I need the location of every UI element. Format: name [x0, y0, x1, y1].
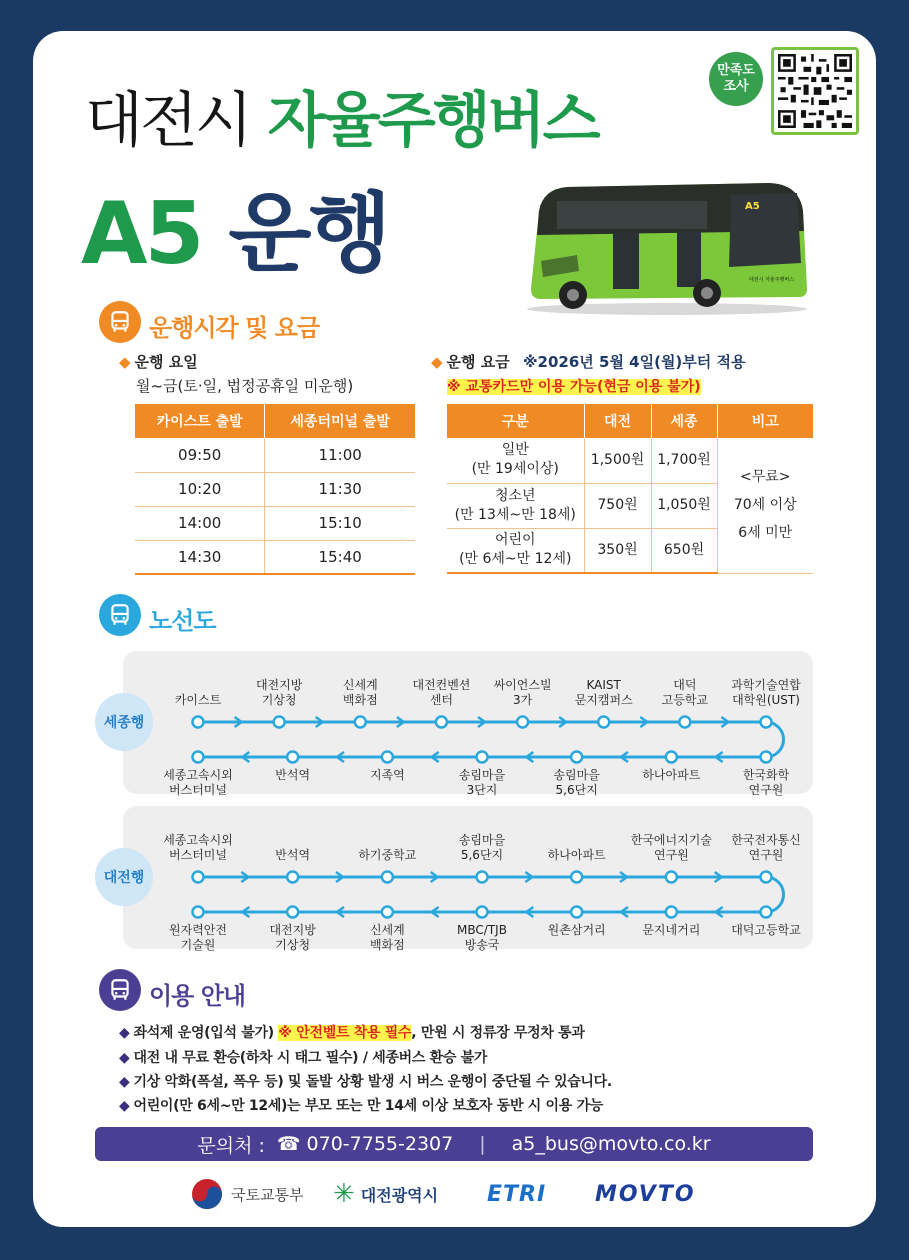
fare-sejong: 650원	[651, 528, 717, 573]
survey-badge-line2: 조사	[723, 79, 749, 94]
route-badge-sejong: 세종행	[95, 693, 153, 751]
stop-label: 신세계 백화점	[369, 923, 405, 952]
stop-label: 한국화학 연구원	[742, 768, 790, 797]
stop-label: 대전지방 기상청	[269, 923, 316, 952]
table-row	[135, 472, 415, 506]
stop-label: 대덕 고등학교	[661, 678, 709, 707]
survey-badge-line1: 만족도	[717, 63, 755, 78]
stop-marker	[571, 907, 582, 918]
fare-sejong: 1,700원	[651, 438, 717, 483]
stop-label: KAIST 문지캠퍼스	[574, 678, 633, 707]
stop-label: 대덕고등학교	[731, 923, 801, 937]
fare-daejeon: 750원	[584, 483, 651, 528]
stop-marker	[517, 717, 528, 728]
table-row	[135, 438, 415, 472]
contact-separator: |	[479, 1133, 486, 1155]
table-cell: 10:20	[135, 472, 265, 506]
usage-line-1: ◆ 좌석제 운영(입석 불가) ※ 안전벨트 착용 필수, 만원 시 정류장 무정차 통과	[119, 1025, 585, 1041]
fare-sejong: 1,050원	[651, 483, 717, 528]
route-line-daejeon	[33, 806, 876, 952]
bus-icon	[99, 301, 141, 343]
table-cell: 11:00	[265, 438, 415, 472]
poster-title	[85, 73, 598, 159]
usage-section-title: 이용 안내	[149, 982, 246, 1010]
seatbelt-warning: ※ 안전벨트 착용 필수	[278, 1025, 412, 1041]
contact-bar	[95, 1127, 813, 1161]
table-cell: 14:00	[135, 506, 265, 540]
schedule-section-title: 운행시각 및 요금	[149, 314, 319, 342]
stop-marker	[666, 907, 677, 918]
table-row	[447, 438, 813, 483]
stop-marker	[274, 717, 285, 728]
movto-logo: MOVTO	[595, 1181, 696, 1207]
route-line-sejong	[33, 651, 876, 797]
autonomous-bus-illustration	[517, 171, 817, 321]
stop-marker	[382, 872, 393, 883]
stop-marker	[193, 752, 204, 763]
table-cell: 14:30	[135, 540, 265, 574]
stop-marker	[382, 752, 393, 763]
stop-label: 원촌삼거리	[547, 923, 606, 937]
fare-daejeon: 1,500원	[584, 438, 651, 483]
table-row	[135, 540, 415, 574]
phone-icon: ☎	[276, 1133, 301, 1155]
contact-phone[interactable]: 070-7755-2307	[306, 1133, 454, 1155]
fare-category: 청소년 (만 13세~만 18세)	[447, 483, 584, 528]
fare-effective-note: ※2026년 5월 4일(월)부터 적용	[522, 353, 746, 371]
svg-text:A5: A5	[745, 201, 760, 212]
usage-line-3: ◆ 기상 악화(폭설, 폭우 등) 및 돌발 상황 발생 시 버스 운행이 중단될 수 있습니다.	[119, 1074, 612, 1090]
stop-marker	[679, 717, 690, 728]
qr-code[interactable]	[771, 47, 859, 135]
stop-label: 한국에너지기술 연구원	[630, 833, 712, 862]
contact-label: 문의처 :	[197, 1134, 265, 1157]
poster-card	[33, 31, 876, 1227]
table-cell: 09:50	[135, 438, 265, 472]
stop-label: 문지네거리	[642, 923, 701, 937]
stop-marker	[666, 752, 677, 763]
title-route: A5	[81, 184, 202, 284]
stop-label: 신세계 백화점	[342, 678, 378, 707]
qr-code-icon	[778, 54, 852, 128]
stop-marker	[666, 872, 677, 883]
stop-marker	[761, 872, 772, 883]
column-header: 카이스트 출발	[135, 404, 265, 438]
days-heading: ◆ 운행 요일	[119, 353, 198, 371]
card-only-note: ※ 교통카드만 이용 가능(현금 이용 불가)	[447, 379, 701, 395]
stop-marker	[287, 872, 298, 883]
stop-marker	[193, 717, 204, 728]
route-path	[198, 722, 784, 757]
stop-label: 대전지방 기상청	[255, 678, 303, 707]
column-header: 비고	[717, 404, 813, 438]
bus-icon	[99, 969, 141, 1011]
title-service: 자율주행버스	[267, 86, 598, 156]
fare-note: <무료> 70세 이상 6세 미만	[717, 438, 813, 573]
stop-label: 하나아파트	[642, 768, 701, 782]
stop-marker	[761, 717, 772, 728]
stop-marker	[598, 717, 609, 728]
stop-marker	[436, 717, 447, 728]
route-path	[198, 877, 784, 912]
stop-marker	[477, 907, 488, 918]
table-cell: 15:10	[265, 506, 415, 540]
column-header: 세종	[651, 404, 717, 438]
survey-badge[interactable]	[709, 52, 763, 106]
contact-email[interactable]: a5_bus@movto.co.kr	[511, 1133, 711, 1155]
stop-marker	[382, 907, 393, 918]
stop-marker	[477, 872, 488, 883]
table-cell: 15:40	[265, 540, 415, 574]
usage-line-2: ◆ 대전 내 무료 환승(하차 시 태그 필수) / 세종버스 환승 불가	[119, 1050, 488, 1066]
stop-label: 송림마을 3단지	[458, 768, 506, 797]
stop-label: 원자력안전 기술원	[169, 923, 227, 952]
poster-subtitle	[81, 164, 389, 288]
svg-text:대전시 자율주행버스: 대전시 자율주행버스	[749, 277, 795, 283]
stop-marker	[761, 907, 772, 918]
daejeon-logo: ✳ 대전광역시	[333, 1179, 439, 1209]
stop-label: 반석역	[275, 848, 311, 862]
stop-label: 송림마을 5,6단지	[553, 768, 600, 797]
stop-marker	[571, 752, 582, 763]
stop-marker	[287, 752, 298, 763]
stop-label: 하나아파트	[547, 848, 606, 862]
fare-daejeon: 350원	[584, 528, 651, 573]
column-header: 대전	[584, 404, 651, 438]
fare-heading: ◆ 운행 요금 ※2026년 5월 4일(월)부터 적용	[431, 353, 746, 371]
etri-logo: ETRI	[487, 1181, 547, 1207]
stop-label: 세종고속시외 버스터미널	[163, 768, 233, 797]
stop-marker	[761, 752, 772, 763]
usage-line-4: ◆ 어린이(만 6세~만 12세)는 부모 또는 만 14세 이상 보호자 동반 시 이용 가능	[119, 1098, 604, 1114]
stop-label: MBC/TJB 방송국	[457, 923, 507, 952]
bus-icon	[99, 594, 141, 636]
stop-marker	[571, 872, 582, 883]
stop-marker	[193, 907, 204, 918]
stop-label: 지족역	[369, 768, 405, 782]
stop-label: 과학기술연합 대학원(UST)	[731, 678, 801, 707]
stop-label: 세종고속시외 버스터미널	[163, 833, 233, 862]
route-badge-daejeon: 대전행	[95, 848, 153, 906]
stop-label: 반석역	[275, 768, 311, 782]
schedule-table	[135, 404, 415, 575]
route-section-title: 노선도	[149, 607, 216, 635]
table-cell: 11:30	[265, 472, 415, 506]
fare-table	[447, 404, 813, 574]
stop-label: 대전컨벤션 센터	[412, 678, 471, 707]
column-header: 구분	[447, 404, 584, 438]
stop-label: 송림마을 5,6단지	[458, 833, 506, 862]
title-operation: 운행	[228, 184, 389, 284]
stop-label: 카이스트	[174, 693, 222, 707]
stop-marker	[477, 752, 488, 763]
taegeuk-icon	[191, 1178, 223, 1210]
stop-marker	[355, 717, 366, 728]
days-text: 월~금(토·일, 법정공휴일 미운행)	[136, 377, 354, 395]
stop-label: 싸이언스빌 3가	[493, 678, 552, 707]
fare-category: 일반 (만 19세이상)	[447, 438, 584, 483]
daejeon-emblem-icon: ✳	[333, 1179, 355, 1209]
stop-label: 한국전자통신 연구원	[731, 833, 801, 862]
table-row	[135, 506, 415, 540]
stop-label: 하기중학교	[358, 848, 417, 862]
stop-marker	[287, 907, 298, 918]
molit-logo: 국토교통부	[191, 1174, 303, 1214]
stop-marker	[193, 872, 204, 883]
fare-category: 어린이 (만 6세~만 12세)	[447, 528, 584, 573]
title-city: 대전시	[85, 86, 250, 156]
column-header: 세종터미널 출발	[265, 404, 415, 438]
